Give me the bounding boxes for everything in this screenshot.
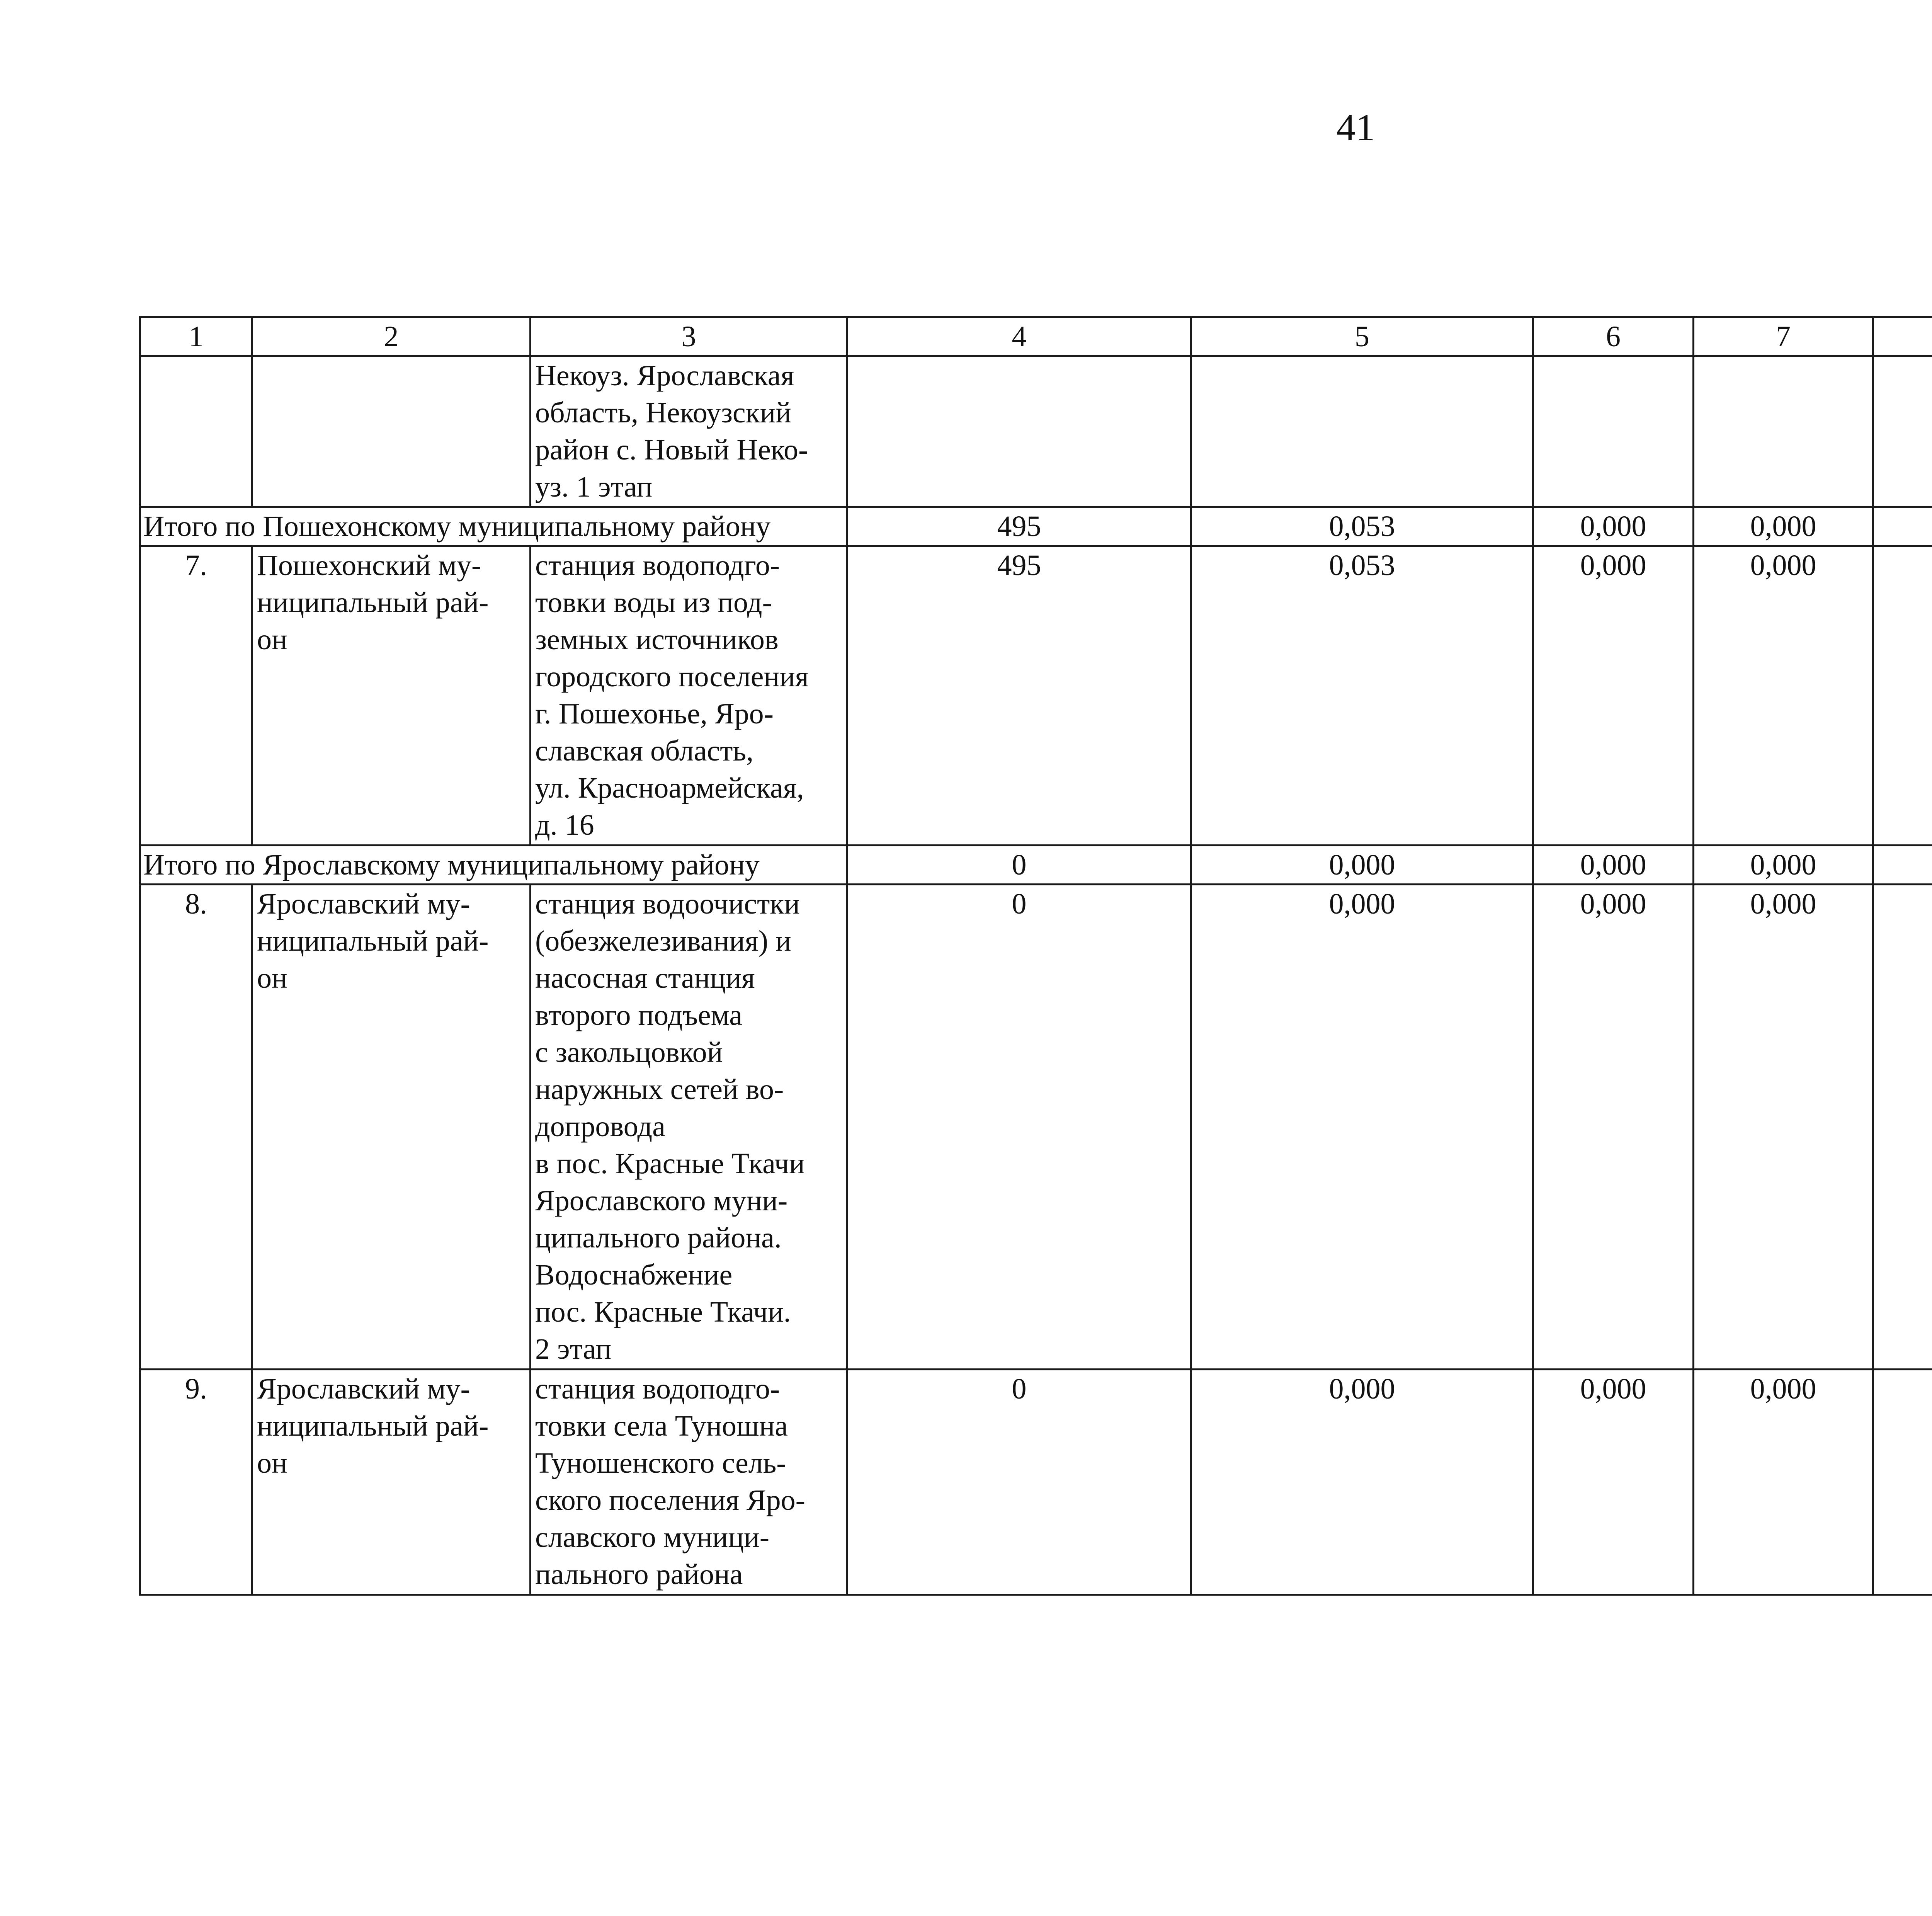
total-row [140, 846, 1932, 885]
row-number: 9. [140, 1370, 252, 1595]
value-cell: 0,053 [1191, 507, 1533, 546]
facility-cell: станция водоочистки (обезжелезивания) и насосная станция второго подъема с закольцовкой наружных сетей во- допровода в пос. Красные Ткачи Ярославского муни- ципального района. Водоснабжение пос. Красные Ткачи. 2 этап [531, 885, 847, 1370]
value-cell: 495 [847, 507, 1191, 546]
value-cell [1873, 885, 1932, 1370]
column-header [1873, 317, 1932, 356]
value-cell [1873, 356, 1932, 507]
facility-cell: Некоуз. Ярославская область, Некоузский район с. Новый Неко- уз. 1 этап [531, 356, 847, 507]
value-cell: 0,000 [1533, 1370, 1694, 1595]
value-cell: 0,000 [1694, 885, 1873, 1370]
table-row [140, 546, 1932, 846]
column-header: 3 [531, 317, 847, 356]
value-cell: 0,000 [1694, 1370, 1873, 1595]
column-header: 1 [140, 317, 252, 356]
value-cell [1873, 846, 1932, 885]
value-cell: 0,000 [1533, 546, 1694, 846]
value-cell: 0,000 [1533, 846, 1694, 885]
value-cell [1694, 356, 1873, 507]
total-label: Итого по Ярославскому муниципальному району [140, 846, 847, 885]
district-cell: Пошехонский му- ниципальный рай- он [252, 546, 531, 846]
value-cell: 0,000 [1191, 1370, 1533, 1595]
district-cell: Ярославский му- ниципальный рай- он [252, 885, 531, 1370]
value-cell [1873, 546, 1932, 846]
value-cell: 0,000 [1533, 885, 1694, 1370]
value-cell [1191, 356, 1533, 507]
facility-cell: станция водоподго- товки села Туношна Туношенского сель- ского поселения Яро- славского муници- пального района [531, 1370, 847, 1595]
value-cell [847, 356, 1191, 507]
value-cell: 0,000 [1694, 846, 1873, 885]
district-cell: Ярославский му- ниципальный рай- он [252, 1370, 531, 1595]
column-header: 5 [1191, 317, 1533, 356]
value-cell [1533, 356, 1694, 507]
row-number: 7. [140, 546, 252, 846]
value-cell: 0 [847, 1370, 1191, 1595]
column-header: 6 [1533, 317, 1694, 356]
value-cell [1873, 1370, 1932, 1595]
value-cell: 0 [847, 885, 1191, 1370]
value-cell: 0,000 [1694, 507, 1873, 546]
value-cell: 0,000 [1191, 846, 1533, 885]
page-number: 41 [1336, 106, 1375, 149]
total-row [140, 507, 1932, 546]
value-cell: 0,053 [1191, 546, 1533, 846]
value-cell: 0,000 [1191, 885, 1533, 1370]
column-header: 7 [1694, 317, 1873, 356]
column-header: 4 [847, 317, 1191, 356]
value-cell: 0,000 [1694, 546, 1873, 846]
value-cell: 0,000 [1533, 507, 1694, 546]
table-row [140, 885, 1932, 1370]
data-table [139, 316, 1932, 1596]
facility-cell: станция водоподго- товки воды из под- земных источников городского поселения г. Пошехонье, Яро- славская область, ул. Красноармейская, д. 16 [531, 546, 847, 846]
row-number: 8. [140, 885, 252, 1370]
total-label: Итого по Пошехонскому муниципальному району [140, 507, 847, 546]
table-header-row [140, 317, 1932, 356]
column-header: 2 [252, 317, 531, 356]
table-row [140, 356, 1932, 507]
value-cell: 495 [847, 546, 1191, 846]
table-row [140, 1370, 1932, 1595]
row-number [140, 356, 252, 507]
district-cell [252, 356, 531, 507]
value-cell [1873, 507, 1932, 546]
value-cell: 0 [847, 846, 1191, 885]
